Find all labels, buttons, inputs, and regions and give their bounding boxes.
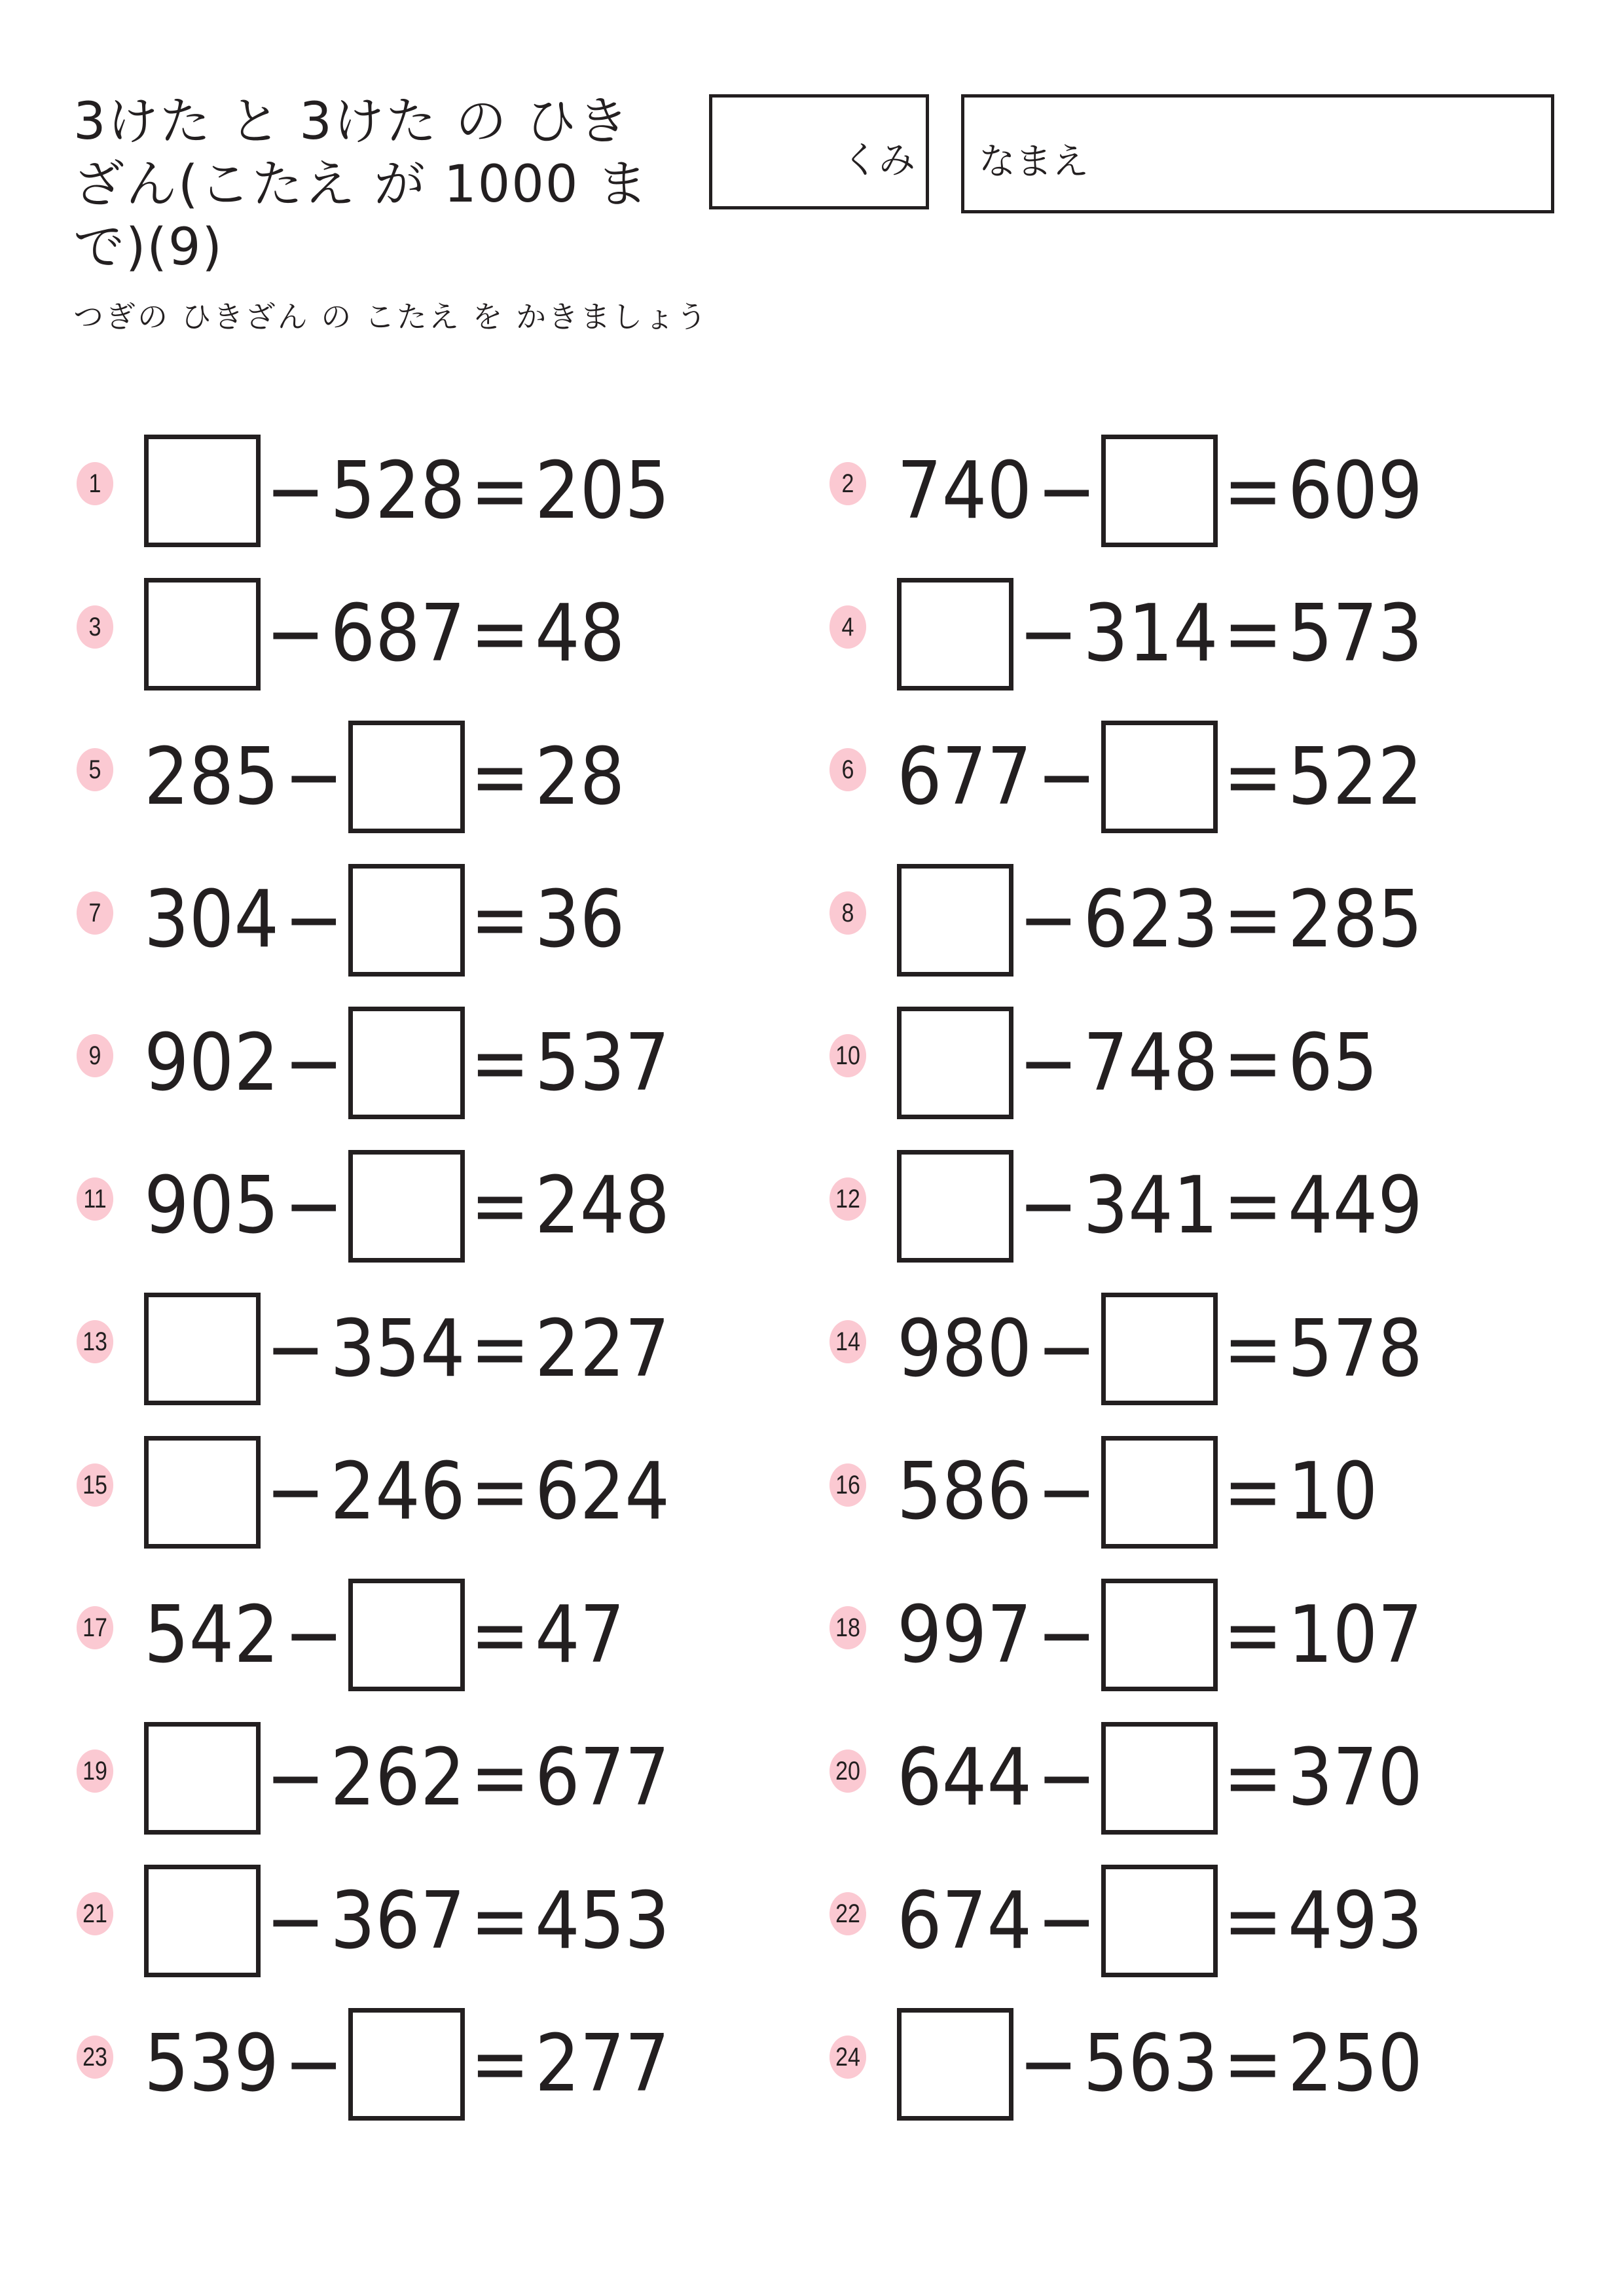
class-label: くみ [842,139,915,182]
equals-sign: = [470,1446,530,1537]
equation [144,1004,670,1122]
minus-sign: − [1037,1303,1097,1395]
answer-box[interactable] [897,1150,1013,1263]
subtrahend: 341 [1083,1160,1218,1251]
minuend: 980 [897,1303,1032,1395]
minuend: 539 [144,2018,280,2109]
minus-sign: − [284,731,344,823]
problem-number-badge: 16 [830,1463,866,1507]
equals-sign: = [1223,874,1283,965]
minus-sign: − [1037,1589,1097,1681]
problem-number-badge: 10 [830,1034,866,1077]
subtrahend: 563 [1083,2018,1218,2109]
answer-box[interactable] [144,1436,261,1549]
minus-sign: − [1037,445,1097,537]
minus-sign: − [266,1875,325,1967]
minus-sign: − [1037,731,1097,823]
minuend: 740 [897,445,1032,537]
difference: 65 [1287,1017,1378,1109]
subtrahend: 748 [1083,1017,1218,1109]
answer-box[interactable] [1101,1579,1218,1691]
equals-sign: = [1223,2018,1283,2109]
problem-number-badge: 5 [77,748,113,791]
difference: 285 [1287,874,1423,965]
problem-number-badge: 4 [830,605,866,649]
problem-number-badge: 13 [77,1320,113,1363]
answer-box[interactable] [144,435,261,547]
equation [897,2005,1423,2123]
equation [144,575,625,693]
subtrahend: 354 [330,1303,465,1395]
difference: 449 [1287,1160,1423,1251]
answer-box[interactable] [144,1722,261,1835]
problem-number-badge: 12 [830,1177,866,1221]
minus-sign: − [1037,1732,1097,1823]
equals-sign: = [470,2018,530,2109]
problem-number-badge: 1 [77,462,113,505]
name-field[interactable] [961,94,1554,213]
answer-box[interactable] [348,1007,465,1119]
equals-sign: = [1223,1875,1283,1967]
minus-sign: − [1019,2018,1078,2109]
minuend: 997 [897,1589,1032,1681]
equation [144,432,670,550]
equals-sign: = [470,1303,530,1395]
difference: 573 [1287,588,1423,679]
minus-sign: − [266,1446,325,1537]
minuend: 542 [144,1589,280,1681]
difference: 227 [534,1303,670,1395]
minuend: 285 [144,731,280,823]
equation [144,718,625,836]
equation [897,575,1423,693]
equation [144,1433,670,1551]
minuend: 902 [144,1017,280,1109]
difference: 277 [534,2018,670,2109]
equation [144,1147,670,1265]
equation [897,1147,1423,1265]
difference: 248 [534,1160,670,1251]
subtrahend: 367 [330,1875,465,1967]
equation [144,861,625,979]
answer-box[interactable] [897,864,1013,977]
minus-sign: − [284,1589,344,1681]
problem-number-badge: 22 [830,1892,866,1935]
minuend: 905 [144,1160,280,1251]
subtrahend: 246 [330,1446,465,1537]
equation [144,2005,670,2123]
answer-box[interactable] [1101,721,1218,833]
minus-sign: − [1037,1446,1097,1537]
difference: 522 [1287,731,1423,823]
equation [897,1433,1377,1551]
minus-sign: − [266,588,325,679]
difference: 677 [534,1732,670,1823]
answer-box[interactable] [1101,1436,1218,1549]
problem-number-badge: 20 [830,1749,866,1793]
equation [897,1004,1377,1122]
problem-number-badge: 23 [77,2036,113,2079]
subtrahend: 314 [1083,588,1218,679]
minus-sign: − [1019,874,1078,965]
subtrahend: 623 [1083,874,1218,965]
equals-sign: = [470,731,530,823]
problem-number-badge: 3 [77,605,113,649]
difference: 107 [1287,1589,1423,1681]
problem-number-badge: 11 [77,1177,113,1221]
difference: 48 [534,588,625,679]
equals-sign: = [1223,1446,1283,1537]
difference: 10 [1287,1446,1378,1537]
class-field[interactable] [709,94,929,209]
minuend: 677 [897,731,1032,823]
problem-number-badge: 21 [77,1892,113,1935]
equation [897,1719,1423,1837]
equals-sign: = [470,1875,530,1967]
equals-sign: = [470,1160,530,1251]
equals-sign: = [470,1589,530,1681]
worksheet-title: 3けた と 3けた の ひきざん(こたえ が 1000 まで)(9) [73,92,649,277]
equation [144,1862,670,1980]
minus-sign: − [284,874,344,965]
equation [897,432,1423,550]
equals-sign: = [470,445,530,537]
equals-sign: = [1223,588,1283,679]
equals-sign: = [1223,731,1283,823]
equation [144,1719,670,1837]
subtrahend: 687 [330,588,465,679]
minus-sign: − [284,1160,344,1251]
minuend: 674 [897,1875,1032,1967]
problem-number-badge: 7 [77,891,113,935]
answer-box[interactable] [1101,1722,1218,1835]
answer-box[interactable] [1101,435,1218,547]
minuend: 644 [897,1732,1032,1823]
difference: 36 [534,874,625,965]
answer-box[interactable] [1101,1865,1218,1977]
answer-box[interactable] [144,578,261,691]
difference: 609 [1287,445,1423,537]
answer-box[interactable] [348,1150,465,1263]
minus-sign: − [284,2018,344,2109]
difference: 250 [1287,2018,1423,2109]
minus-sign: − [1019,1017,1078,1109]
name-label: なまえ [979,141,1089,183]
answer-box[interactable] [897,1007,1013,1119]
difference: 370 [1287,1732,1423,1823]
difference: 624 [534,1446,670,1537]
minus-sign: − [1037,1875,1097,1967]
difference: 453 [534,1875,670,1967]
subtrahend: 262 [330,1732,465,1823]
equation [897,718,1423,836]
equation [897,1290,1423,1408]
problem-number-badge: 6 [830,748,866,791]
difference: 537 [534,1017,670,1109]
difference: 578 [1287,1303,1423,1395]
answer-box[interactable] [144,1293,261,1405]
problem-number-badge: 24 [830,2036,866,2079]
difference: 47 [534,1589,625,1681]
equals-sign: = [470,588,530,679]
difference: 28 [534,731,625,823]
problem-number-badge: 8 [830,891,866,935]
answer-box[interactable] [897,2008,1013,2121]
answer-box[interactable] [144,1865,261,1977]
problem-number-badge: 15 [77,1463,113,1507]
minus-sign: − [284,1017,344,1109]
answer-box[interactable] [348,1579,465,1691]
minus-sign: − [266,1303,325,1395]
minus-sign: − [1019,588,1078,679]
minuend: 304 [144,874,280,965]
problem-number-badge: 18 [830,1606,866,1649]
equals-sign: = [1223,1589,1283,1681]
problem-number-badge: 9 [77,1034,113,1077]
equals-sign: = [470,1017,530,1109]
equation [144,1290,670,1408]
difference: 493 [1287,1875,1423,1967]
equals-sign: = [470,1732,530,1823]
answer-box[interactable] [348,2008,465,2121]
equation [897,1576,1423,1694]
minuend: 586 [897,1446,1032,1537]
answer-box[interactable] [897,578,1013,691]
minus-sign: − [266,1732,325,1823]
equals-sign: = [470,874,530,965]
equation [144,1576,625,1694]
minus-sign: − [1019,1160,1078,1251]
difference: 205 [534,445,670,537]
problem-number-badge: 19 [77,1749,113,1793]
equals-sign: = [1223,1303,1283,1395]
problem-number-badge: 14 [830,1320,866,1363]
answer-box[interactable] [1101,1293,1218,1405]
equals-sign: = [1223,1160,1283,1251]
subtrahend: 528 [330,445,465,537]
answer-box[interactable] [348,721,465,833]
minus-sign: − [266,445,325,537]
equals-sign: = [1223,1017,1283,1109]
answer-box[interactable] [348,864,465,977]
equals-sign: = [1223,445,1283,537]
problem-number-badge: 2 [830,462,866,505]
equation [897,861,1423,979]
equals-sign: = [1223,1732,1283,1823]
instruction-text: つぎの ひきざん の こたえ を かきましょう [73,299,709,334]
equation [897,1862,1423,1980]
problem-number-badge: 17 [77,1606,113,1649]
